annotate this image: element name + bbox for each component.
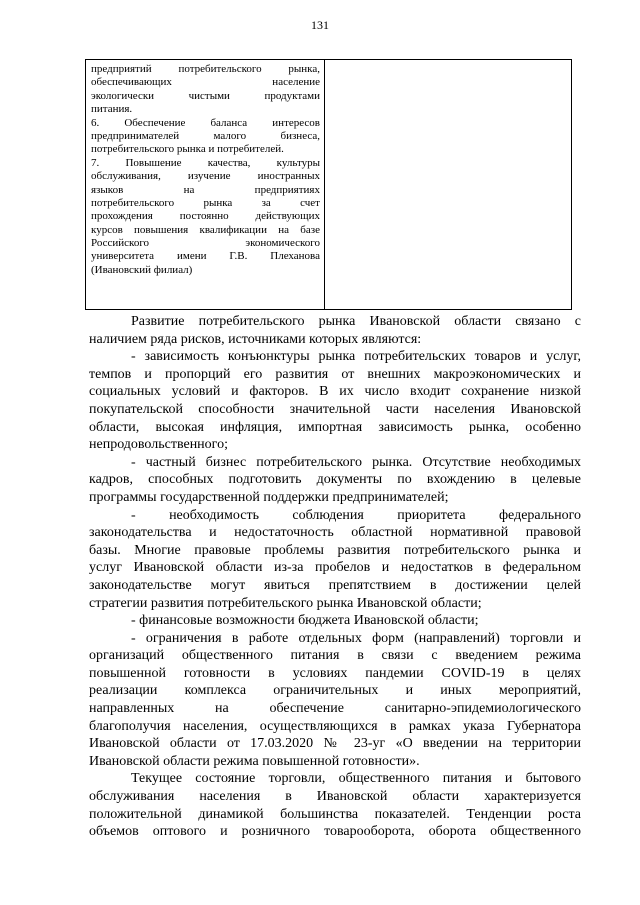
table-cell-empty: [325, 60, 571, 309]
paragraph-line: - частный бизнес потребительского рынка. Отсутствие необходимых: [131, 454, 581, 470]
paragraph-line: обслуживания населения в Ивановской области характеризуется: [89, 789, 581, 805]
paragraph-line: базы. Многие правовые проблемы развития потребительского рынка и: [89, 542, 581, 558]
measures-table: [85, 59, 572, 310]
paragraph-line: услуг Ивановской области из-за пробелов и недостатков в федеральном: [89, 560, 581, 576]
cell-line: прохождения постоянно действующих: [91, 210, 320, 223]
paragraph-line: наличием ряда рисков, источниками которых являются:: [89, 331, 422, 347]
cell-line: потребительского рынка и потребителей.: [91, 143, 284, 156]
paragraph-line: Ивановской области от 17.03.2020 № 23-уг «О введении на территории: [89, 736, 581, 752]
cell-line: обслуживания, изучение иностранных: [91, 170, 320, 183]
cell-line: питания.: [91, 103, 133, 116]
cell-line: языков на предприятиях: [91, 183, 320, 196]
cell-line: Российского экономического: [91, 237, 320, 250]
paragraph-line: социальных условий и факторов. В их число входит сохранение низкой: [89, 384, 581, 400]
paragraph-line: положительной динамикой большинства показателей. Тенденции роста: [89, 806, 581, 822]
paragraph-line: кадров, способных подготовить документы по вхождению в целевые: [89, 472, 581, 488]
cell-line: экологически чистыми продуктами: [91, 89, 320, 102]
paragraph-line: организаций общественного питания в связи с введением режима: [89, 648, 581, 664]
cell-line: университета имени Г.В. Плеханова: [91, 250, 320, 263]
paragraph-line: области, высокая инфляция, импортная зависимость рынка, особенно: [89, 419, 581, 435]
paragraph-line: стратегии развития потребительского рынка Ивановской области;: [89, 595, 482, 611]
paragraph-line: покупательской способности значительной части населения Ивановской: [89, 401, 581, 417]
body-text: [89, 313, 581, 841]
cell-line: предпринимателей малого бизнеса,: [91, 129, 320, 142]
paragraph-line: направленных на обеспечение санитарно-эпидемиологического: [89, 701, 581, 717]
paragraph-line: Текущее состояние торговли, общественного питания и бытового: [131, 771, 581, 787]
paragraph-line: - зависимость конъюнктуры рынка потребительских товаров и услуг,: [131, 349, 581, 365]
paragraph-line: Ивановской области режима повышенной готовности».: [89, 753, 420, 769]
paragraph-line: темпов и пропорций его развития от внешних макроэкономических и: [89, 366, 581, 382]
page-number: 131: [311, 18, 329, 32]
cell-line: обеспечивающих население: [91, 76, 320, 89]
cell-line: (Ивановский филиал): [91, 263, 193, 276]
table-cell-measures: [86, 60, 325, 309]
paragraph-line: программы государственной поддержки предпринимателей;: [89, 489, 449, 505]
cell-line: курсов повышения квалификации на базе: [91, 223, 320, 236]
paragraph-line: объемов оптового и розничного товарооборота, оборота общественного: [89, 824, 581, 840]
cell-line: потребительского рынка за счет: [91, 196, 320, 209]
paragraph-line: - ограничения в работе отдельных форм (направлений) торговли и: [131, 630, 581, 646]
paragraph-line: законодательстве могут явиться препятствием в достижении целей: [89, 577, 581, 593]
paragraph-line: реализации комплекса ограничительных и иных мероприятий,: [89, 683, 581, 699]
cell-line: предприятий потребительского рынка,: [91, 63, 320, 75]
paragraph-line: повышенной готовности в условиях пандемии COVID-19 в целях: [89, 665, 581, 681]
cell-line: 7. Повышение качества, культуры: [91, 156, 320, 169]
paragraph-line: Развитие потребительского рынка Ивановской области связано с: [131, 314, 581, 329]
paragraph-line: благополучия населения, осуществляющихся в рамках указа Губернатора: [89, 718, 581, 734]
paragraph-line: - необходимость соблюдения приоритета федерального: [131, 507, 581, 523]
cell-line: 6. Обеспечение баланса интересов: [91, 116, 320, 129]
paragraph-line: - финансовые возможности бюджета Ивановской области;: [131, 613, 479, 629]
paragraph-line: законодательства и недостаточность областной нормативной правовой: [89, 525, 581, 541]
paragraph-line: непродовольственного;: [89, 437, 228, 453]
